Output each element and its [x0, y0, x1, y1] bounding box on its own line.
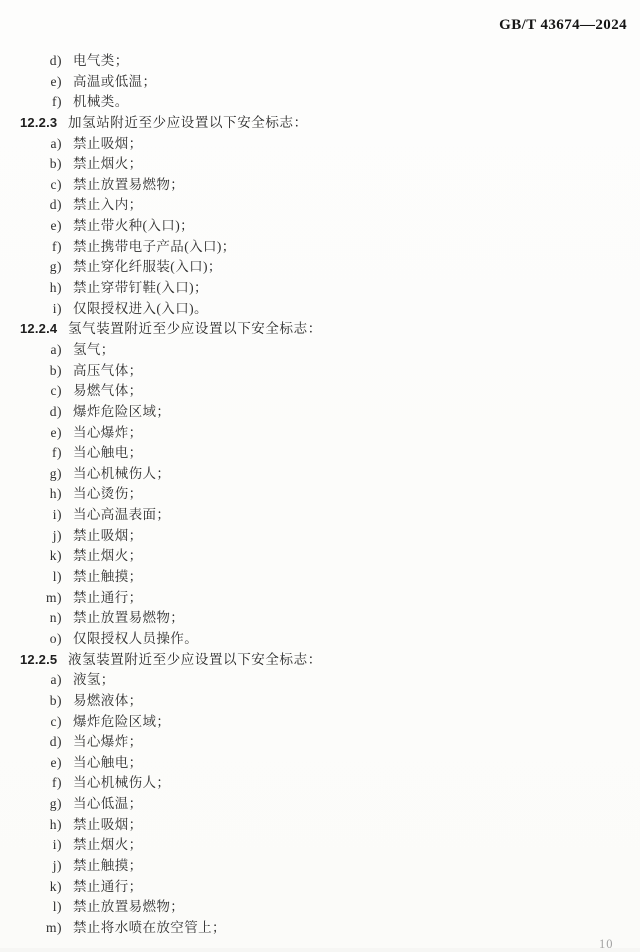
- item-text: 禁止烟火；: [73, 548, 143, 564]
- item-letter: c): [50, 383, 62, 399]
- list-item: [0, 484, 640, 505]
- list-item: [0, 134, 640, 155]
- item-letter: e): [50, 218, 62, 234]
- item-letter: i): [52, 507, 62, 523]
- item-letter: g): [49, 796, 62, 812]
- item-text: 禁止放置易燃物；: [73, 176, 185, 192]
- item-letter: e): [50, 424, 62, 440]
- item-letter: g): [49, 465, 62, 481]
- item-letter: m): [46, 919, 62, 935]
- list-item: [0, 712, 640, 733]
- list-item: [0, 629, 640, 650]
- item-letter: m): [46, 589, 62, 605]
- item-letter: h): [49, 816, 62, 832]
- item-text: 当心触电；: [73, 754, 143, 770]
- list-item: [0, 381, 640, 402]
- clause-title: 液氢装置附近至少应设置以下安全标志：: [68, 651, 322, 667]
- item-text: 当心爆炸；: [73, 734, 143, 750]
- item-letter: b): [49, 692, 62, 708]
- item-letter: f): [52, 238, 62, 254]
- item-letter: l): [52, 569, 62, 585]
- clause-heading: [0, 113, 640, 134]
- list-item: [0, 154, 640, 175]
- item-text: 当心烫伤；: [73, 486, 143, 502]
- list-item: [0, 423, 640, 444]
- item-letter: d): [49, 403, 62, 419]
- item-letter: b): [49, 156, 62, 172]
- item-letter: b): [49, 362, 62, 378]
- list-item: [0, 237, 640, 258]
- item-letter: c): [50, 176, 62, 192]
- item-text: 禁止烟火；: [73, 156, 143, 172]
- item-text: 当心触电；: [73, 445, 143, 461]
- list-item: [0, 567, 640, 588]
- item-letter: n): [49, 610, 62, 626]
- item-letter: c): [50, 713, 62, 729]
- item-letter: k): [49, 878, 62, 894]
- clause-number: 12.2.5: [20, 651, 58, 667]
- item-text: 机械类。: [73, 94, 129, 110]
- list-item: [0, 216, 640, 237]
- clause-heading: [0, 650, 640, 671]
- item-text: 禁止烟火；: [73, 837, 143, 853]
- list-item: [0, 505, 640, 526]
- item-text: 仅限授权人员操作。: [73, 630, 199, 646]
- item-text: 禁止通行；: [73, 589, 143, 605]
- list-item: [0, 918, 640, 939]
- list-item: [0, 361, 640, 382]
- list-item: [0, 72, 640, 93]
- item-letter: a): [50, 672, 62, 688]
- item-letter: k): [49, 548, 62, 564]
- item-letter: g): [49, 259, 62, 275]
- list-item: [0, 340, 640, 361]
- item-text: 禁止将水喷在放空管上；: [73, 919, 226, 935]
- item-letter: f): [52, 445, 62, 461]
- item-text: 当心高温表面；: [73, 507, 171, 523]
- item-text: 爆炸危险区域；: [73, 403, 171, 419]
- list-item: [0, 794, 640, 815]
- item-letter: i): [52, 300, 62, 316]
- list-item: [0, 175, 640, 196]
- item-letter: i): [52, 837, 62, 853]
- item-text: 仅限授权进入(入口)。: [73, 300, 208, 316]
- item-letter: l): [52, 899, 62, 915]
- item-text: 当心机械伤人；: [73, 775, 171, 791]
- list-item: [0, 443, 640, 464]
- clause-list: [0, 51, 640, 939]
- list-item: [0, 856, 640, 877]
- item-text: 禁止吸烟；: [73, 816, 143, 832]
- standard-code-header: GB/T 43674—2024: [499, 17, 627, 33]
- item-text: 易燃气体；: [73, 383, 143, 399]
- list-item: [0, 546, 640, 567]
- item-letter: h): [49, 486, 62, 502]
- list-item: [0, 402, 640, 423]
- item-letter: d): [49, 734, 62, 750]
- clause-title: 加氢站附近至少应设置以下安全标志：: [68, 114, 308, 130]
- item-text: 禁止入内；: [73, 197, 143, 213]
- list-item: [0, 588, 640, 609]
- item-letter: a): [50, 341, 62, 357]
- list-item: [0, 526, 640, 547]
- item-letter: j): [52, 857, 62, 873]
- list-item: [0, 815, 640, 836]
- item-text: 液氢；: [73, 672, 115, 688]
- item-text: 当心爆炸；: [73, 424, 143, 440]
- item-text: 禁止带火种(入口)；: [73, 218, 194, 234]
- list-item: [0, 877, 640, 898]
- list-item: [0, 753, 640, 774]
- item-text: 禁止通行；: [73, 878, 143, 894]
- list-item: [0, 257, 640, 278]
- list-item: [0, 51, 640, 72]
- clause-title: 氢气装置附近至少应设置以下安全标志：: [68, 321, 322, 337]
- item-text: 禁止触摸；: [73, 569, 143, 585]
- item-text: 禁止吸烟；: [73, 527, 143, 543]
- item-letter: a): [50, 135, 62, 151]
- list-item: [0, 608, 640, 629]
- item-text: 禁止吸烟；: [73, 135, 143, 151]
- item-letter: e): [50, 73, 62, 89]
- item-letter: h): [49, 280, 62, 296]
- item-text: 易燃液体；: [73, 692, 143, 708]
- list-item: [0, 195, 640, 216]
- item-text: 禁止穿带钉鞋(入口)；: [73, 280, 208, 296]
- item-text: 电气类；: [73, 53, 129, 68]
- item-text: 当心低温；: [73, 796, 143, 812]
- list-item: [0, 773, 640, 794]
- clause-number: 12.2.4: [20, 321, 58, 337]
- list-item: [0, 691, 640, 712]
- list-item: [0, 299, 640, 320]
- clause-heading: [0, 319, 640, 340]
- item-text: 氢气；: [73, 341, 115, 357]
- item-text: 高温或低温；: [73, 73, 157, 89]
- list-item: [0, 278, 640, 299]
- item-text: 爆炸危险区域；: [73, 713, 171, 729]
- item-text: 禁止放置易燃物；: [73, 899, 185, 915]
- item-text: 禁止触摸；: [73, 857, 143, 873]
- item-text: 当心机械伤人；: [73, 465, 171, 481]
- list-item: [0, 464, 640, 485]
- item-letter: d): [49, 197, 62, 213]
- item-letter: d): [49, 53, 62, 68]
- item-letter: f): [52, 775, 62, 791]
- item-text: 禁止放置易燃物；: [73, 610, 185, 626]
- item-letter: j): [52, 527, 62, 543]
- list-item: [0, 835, 640, 856]
- list-item: [0, 670, 640, 691]
- list-item: [0, 897, 640, 918]
- item-text: 高压气体；: [73, 362, 143, 378]
- item-letter: f): [52, 94, 62, 110]
- page-number: 10: [599, 937, 614, 951]
- item-text: 禁止携带电子产品(入口)；: [73, 238, 236, 254]
- item-letter: e): [50, 754, 62, 770]
- list-item: [0, 732, 640, 753]
- item-letter: o): [49, 630, 62, 646]
- list-item: [0, 92, 640, 113]
- item-text: 禁止穿化纤服装(入口)；: [73, 259, 222, 275]
- clause-number: 12.2.3: [20, 114, 58, 130]
